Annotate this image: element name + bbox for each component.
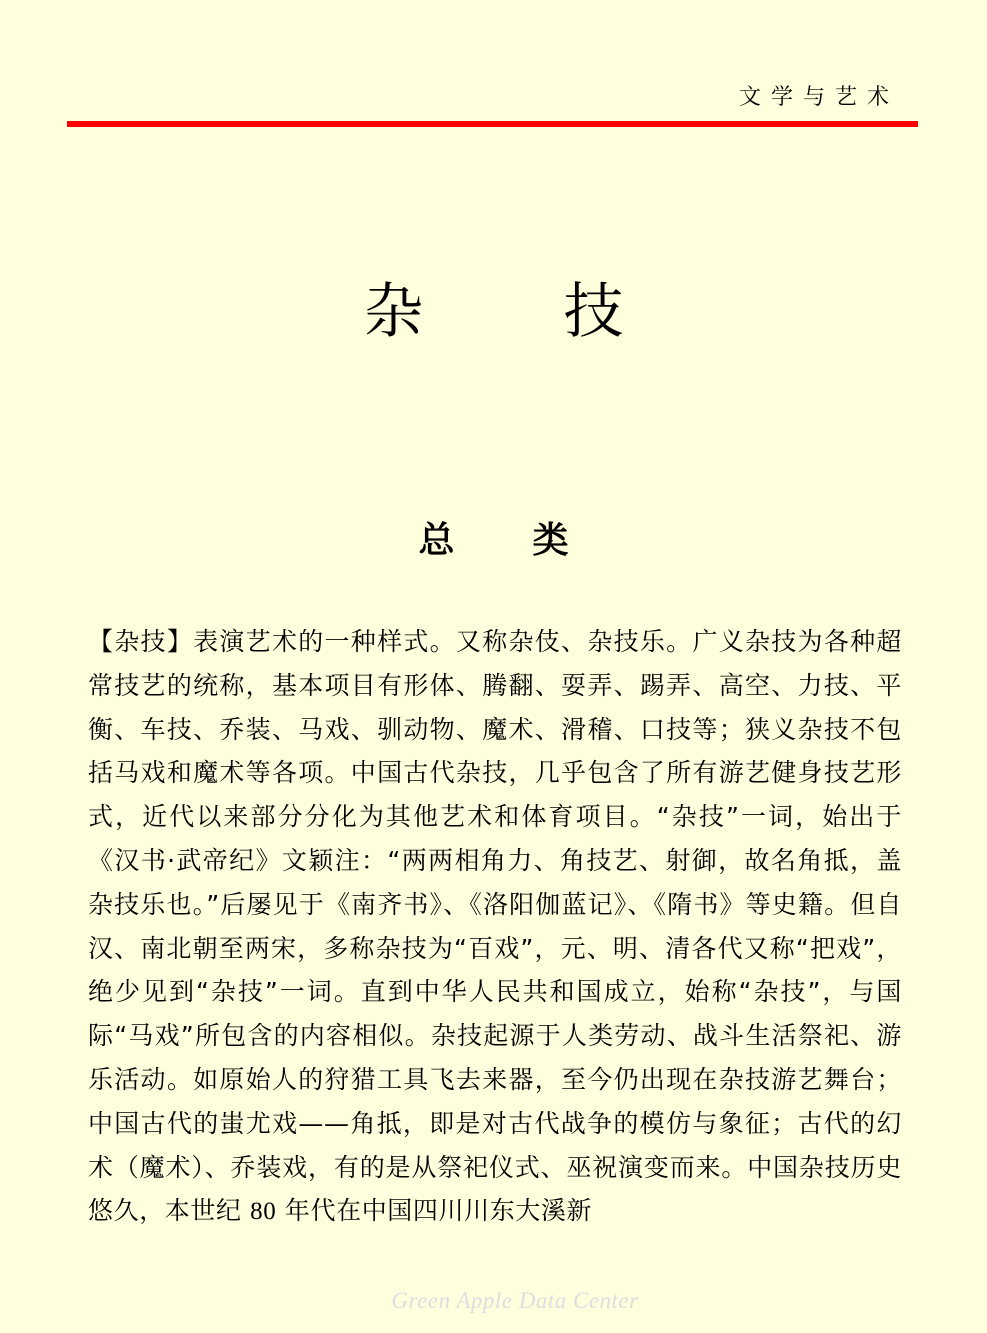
section-title-char-2: 类 (532, 519, 569, 561)
entry-text-part-2: 年代在中国四川川东大溪新 (284, 1196, 593, 1226)
header-rule (67, 121, 918, 127)
entry-paragraph (88, 620, 902, 1234)
watermark: Green Apple Data Center (391, 1288, 639, 1313)
entry-term: 【杂技】 (88, 627, 194, 656)
page-title-char-1: 杂 (363, 277, 424, 348)
section-title (0, 516, 987, 566)
entry-number: 80 (250, 1198, 277, 1226)
running-head: 文学与艺术 (738, 85, 899, 110)
section-title-char-1: 总 (418, 519, 455, 561)
page-title-char-2: 技 (563, 277, 624, 348)
page-title (0, 272, 987, 352)
entry-text-part-1: 表演艺术的一种样式。又称杂伎、杂技乐。广义杂技为各种超常技艺的统称，基本项目有形体、腾翻、耍弄、踢弄、高空、力技、平衡、车技、乔装、马戏、驯动物、魔术、滑稽、口技等；狭义杂技不包括马戏和魔术等各项。中国古代杂技，几乎包含了所有游艺健身技艺形式，近代以来部分分化为其他艺术和体育项目。“杂技”一词，始出于《汉书·武帝纪》文颖注：“两两相角力、角技艺、射御，故名角抵，盖杂技乐也。”后屡见于《南齐书》、《洛阳伽蓝记》、《隋书》等史籍。但自汉、南北朝至两宋，多称杂技为“百戏”，元、明、清各代又称“把戏”，绝少见到“杂技”一词。直到中华人民共和国成立，始称“杂技”，与国际“马戏”所包含的内容相似。杂技起源于人类劳动、战斗生活祭祀、游乐活动。如原始人的狩猎工具飞去来器，至今仍出现在杂技游艺舞台；中国古代的蚩尤戏——角抵，即是对古代战争的模仿与象征；古代的幻术（魔术）、乔装戏，有的是从祭祀仪式、巫祝演变而来。中国杂技历史悠久，本世纪 (88, 627, 902, 1226)
